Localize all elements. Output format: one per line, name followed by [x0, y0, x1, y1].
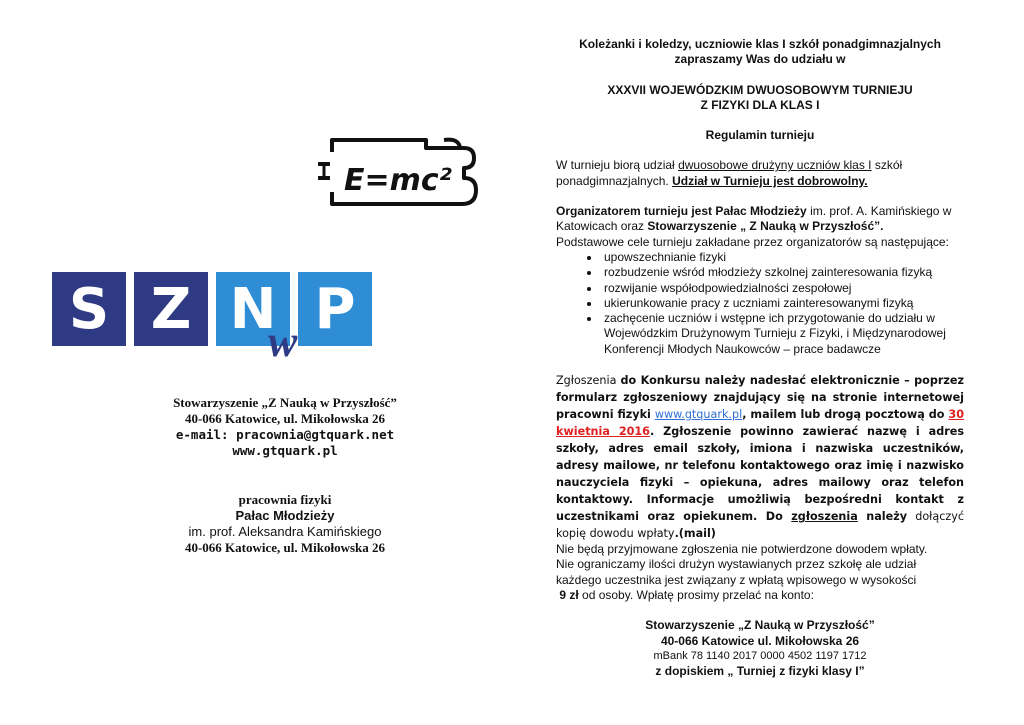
deadline-date: 30 kwietnia 2016	[556, 408, 964, 439]
rules-title: Regulamin turnieju	[705, 128, 815, 143]
p3-text-a: Zgłoszenia	[556, 374, 621, 388]
emc-formula: E=mc²	[344, 163, 452, 198]
goal-item: • rozbudzenie wśród młodzieży szkolnej zainteresowania fizyką	[601, 265, 964, 280]
participation-paragraph	[556, 158, 964, 189]
payment-required-text: Nie będą przyjmowane zgłoszenia nie potwierdzone dowodem wpłaty.	[556, 542, 928, 557]
p3-text-e: należy	[857, 510, 908, 524]
p3-application-word: zgłoszenia	[791, 510, 858, 524]
org-address: 40-066 Katowice, ul. Mikołowska 26	[184, 411, 386, 426]
emc2-emblem	[314, 134, 484, 218]
lab-title: pracownia fizyki	[238, 492, 332, 507]
logo-letter-p: P	[298, 272, 372, 346]
application-paragraph	[556, 372, 964, 542]
bank-note: z dopiskiem „ Turniej z fizyki klasy I”	[655, 664, 865, 679]
logo-letter-w: w	[268, 317, 298, 366]
logo-letter-n: N	[216, 272, 290, 346]
p3-text-d: . Zgłoszenie powinno zawierać nazwę i adres szkoły, adres email szkoły, imiona i nazwiska uczestników, adresy mailowe, nr telefonu kontaktowego oraz imię i nazwisko nauczyciela fizyki – opiekuna, adres mailowy oraz telefon kontaktowy. Informacje umożliwią bezpośredni kontakt z uczestnikami oraz opiekunem. Do	[556, 425, 964, 524]
logo-letter-z: Z	[134, 272, 208, 346]
p1-voluntary: Udział w Turnieju jest dobrowolny.	[672, 173, 868, 188]
lab-patron: im. prof. Aleksandra Kamińskiego	[188, 524, 382, 539]
fee-line	[556, 588, 964, 603]
p3-text-b: do Konkursu należy nadesłać elektronicznie – poprzez formularz zgłoszeniowy znajdujący się na stronie internetowej pracowni fizyki	[556, 374, 965, 422]
organizer-association: Stowarzyszenie „ Z Nauką w Przyszłość”.	[647, 219, 884, 234]
org-www: www.gtquark.pl	[232, 443, 338, 458]
organizer-paragraph	[556, 204, 964, 250]
p1-text-2: szkół ponadgimnazjalnych.	[556, 158, 903, 188]
goal-item: • rozwijanie współodpowiedzialności zespołowej	[601, 281, 964, 296]
goals-intro: Podstawowe cele turnieju zakładane przez organizatorów są następujące:	[556, 234, 949, 249]
team-limit-text: Nie ograniczamy ilości drużyn wystawianych przez szkołę ale udział każdego uczestnika jest związany z wpłatą wpisowego w wysokości	[556, 557, 917, 587]
p3-text-f: dołączyć kopię dowodu wpłaty	[556, 510, 964, 541]
org-email: e-mail: pracownia@gtquark.net	[175, 427, 395, 442]
fee-text: od osoby. Wpłatę prosimy przelać na konto:	[578, 587, 814, 602]
rules-column	[556, 37, 964, 679]
logo-letter-s: S	[52, 272, 126, 346]
tournament-title-2: Z FIZYKI DLA KLAS I	[700, 97, 820, 112]
p3-text-g: .(mail)	[674, 527, 716, 541]
website-link[interactable]: www.gtquark.pl	[654, 408, 743, 422]
invite-line-1: Koleżanki i koledzy, uczniowie klas I szkół ponadgimnazjalnych	[579, 37, 941, 51]
goals-list	[556, 250, 964, 357]
tournament-title-1: XXXVII WOJEWÓDZKIM DWUOSOBOWYM TURNIEJU	[607, 82, 913, 97]
bank-name: Stowarzyszenie „Z Nauką w Przyszłość”	[645, 618, 875, 633]
bank-address: 40-066 Katowice ul. Mikołowska 26	[660, 633, 860, 648]
lab-palace: Pałac Młodzieży	[235, 508, 335, 523]
sznp-logo	[52, 272, 372, 372]
goal-item: • upowszechnianie fizyki	[601, 250, 964, 265]
p3-text-c: , mailem lub drogą pocztową do	[742, 408, 949, 422]
p1-text: W turnieju biorą udział	[556, 158, 679, 173]
goal-item: • ukierunkowanie pracy z uczniami zainteresowanymi fizyką	[601, 296, 964, 311]
fee-amount: 9 zł	[559, 587, 579, 602]
organizer-text: im. prof. A. Kamińskiego w Katowicach oraz	[556, 204, 952, 234]
goal-item: • zachęcenie uczniów i wstępne ich przygotowanie do udziału w Wojewódzkim Drużynowym Turnieju z Fizyki, i Międzynarodowej Konferencji Młodych Naukowców – prace badawcze	[601, 311, 964, 357]
bank-account: mBank 78 1140 2017 0000 4502 1197 1712	[653, 649, 867, 662]
p1-underlined: dwuosobowe drużyny uczniów klas I	[678, 158, 872, 173]
lab-address-block	[150, 492, 420, 556]
lab-address: 40-066 Katowice, ul. Mikołowska 26	[184, 540, 386, 555]
org-name: Stowarzyszenie „Z Nauką w Przyszłość”	[173, 395, 397, 410]
organizer-palace: Organizatorem turnieju jest Pałac Młodzieży	[556, 204, 807, 219]
org-address-block	[150, 395, 420, 459]
invite-line-2: zapraszamy Was do udziału w	[674, 52, 846, 67]
